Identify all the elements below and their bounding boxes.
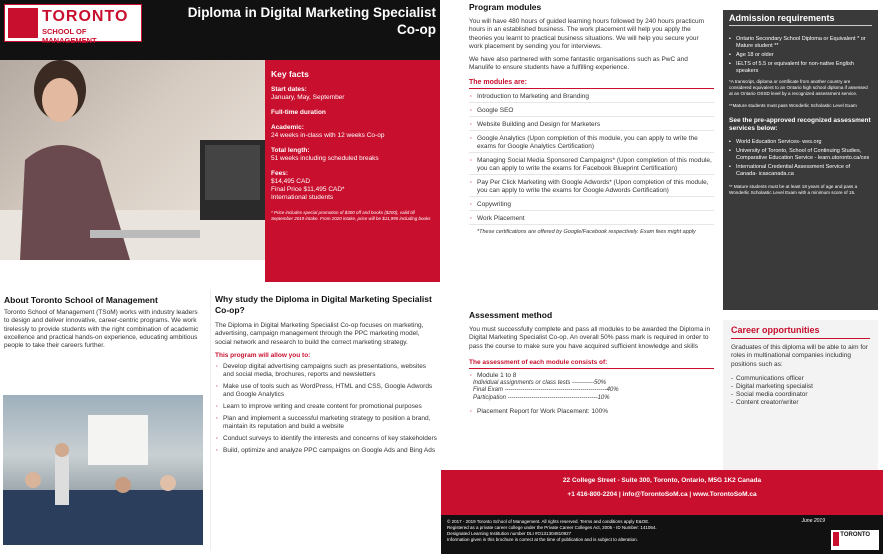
assessment-heading: Assessment method [469,310,553,320]
breakdown-row: Participation ---------------------------------------------10% [473,394,610,401]
services-heading: See the pre-approved recognized assessment services below: [729,117,871,132]
services-list [729,139,872,178]
list-item: ▪ Ontario Secondary School Diploma or Equivalent * or Mature student ** [729,36,872,50]
list-item: · Make use of tools such as WordPress, HTML and CSS, Google Adwords and Google Analytics [215,383,437,399]
footer-line: Information given in this brochure is correct at the time of publication and is subject to alteration. [447,537,638,542]
list-item: - Content creator/writer [731,399,870,407]
list-item: ▪ Age 18 or older [729,52,872,59]
admission-panel [723,10,878,310]
logo-mark-icon [8,8,38,38]
page-header [0,0,440,60]
list-item: · Website Building and Design for Marketers [469,121,714,131]
about-heading: About Toronto School of Management [4,295,158,305]
career-list [731,375,870,407]
program-heading: Program modules [469,2,542,12]
classroom-photo [3,395,203,545]
why-subhead: This program will allow you to: [215,351,311,359]
admission-heading: Admission requirements [729,15,872,26]
list-item: · Copywriting [469,201,714,211]
assessment-list [469,372,714,380]
list-item: - Digital marketing specialist [731,383,870,391]
assessment-text: You must successfully complete and pass all modules to be awarded the Diploma in Digital Marketing Specialist Co-op. An overall 50% pass mark is required in order to pass the course to make sure you have acquired sufficient knowledge and skills [469,326,711,350]
fee-line: $14,495 CAD [271,178,311,185]
list-item: · Module 1 to 8 [469,372,714,380]
about-section [4,295,204,350]
fees-footnote: * Price includes special promotion of $300 off and books ($200), valid till September 2019 intake. From 2020 intake, price will be $11,995 including books [271,210,431,221]
footer-line: Designated Learning Institution number DLI #O131304810927 [447,531,572,536]
breakdown-row: Individual assignments or class tests -----------50% [473,379,607,386]
list-item: · Google Analytics (Upon completion of this module, you can apply to write the exams for Google Analytics Certification) [469,135,714,153]
contact-bar [441,470,883,515]
assessment-subhead: The assessment of each module consists of: [469,359,714,369]
about-text: Toronto School of Management (TSoM) works with industry leaders to design and deliver innovative, career-centric programs. We work tirelessly to provide students with the right combination of academic excellence and practical hands-on experience, educating ambitious people to take their careers further. [4,309,199,350]
page-title: Diploma in Digital Marketing Specialist Co-op [187,5,436,37]
list-item: · Develop digital advertising campaigns such as presentations, websites and social media, brochures, reports and newsletters [215,363,437,379]
start-label: Start dates: [271,86,307,93]
key-facts-panel [265,60,440,282]
list-item: · Google SEO [469,107,714,117]
breakdown-row: Final Exam ---------------------------------------------------40% [473,387,619,394]
academic-label: Academic: [271,124,304,131]
list-item: · Placement Report for Work Placement: 100% [469,408,714,416]
start-value: January, May, September [271,94,345,101]
total-value: 51 weeks including scheduled breaks [271,155,379,162]
program-text: We have also partnered with some fantastic organisations such as PwC and Manulife to ensure students have a fulfilling experience. [469,56,688,72]
modules-list [469,93,714,225]
list-item: - Social media coordinator [731,391,870,399]
admission-note: ** Mature students must be at least 18 years of age and pass a Wonderlic Scholastic Level Exam with a minimum score of 15. [729,184,858,195]
fees-label: Fees: [271,170,288,177]
list-item: ▪ IELTS of 5.5 or equivalent for non-native English speakers [729,61,872,75]
column-divider [210,290,211,550]
footer-logo-text: TORONTO [840,532,871,538]
career-panel [723,320,878,470]
list-item: · Conduct surveys to identify the interests and concerns of key stakeholders [215,435,437,443]
list-item: · Introduction to Marketing and Branding [469,93,714,103]
admission-list [729,36,872,75]
address-text: 22 College Street - Suite 300, Toronto, Ontario, M5G 1K2 Canada [562,477,762,484]
assessment-breakdown [473,380,714,403]
list-item: · Pay Per Click Marketing with Google Adwords* (Upon completion of this module, you can apply to write the exams for Google Adwords Certification) [469,179,714,197]
logo-subtext: SCHOOL OF MANAGEMENT [42,27,97,45]
admission-note: *A transcript, diploma or certificate from another country are considered equivalent to an Ontario high school diploma if assessed at an Ontario OSSD level by a recognized assessment service. [729,79,868,96]
modules-note: *These certifications are offered by Google/Facebook respectively. Exam fees might apply [477,228,696,235]
why-text: The Diploma in Digital Marketing Specialist Co-op focuses on marketing, advertising, campaign management through the PPC marketing model, social network and research to build the correct marketing strategy. [215,322,424,346]
assessment-section [469,310,714,420]
footer-line: © 2017 - 2019 Toronto School of Management. All rights reserved. Terms and conditions apply E&OE. [447,519,650,524]
student-photo [0,60,265,260]
report-list [469,408,714,416]
footer-date: June 2019 [801,518,825,524]
why-heading: Why study the Diploma in Digital Marketing Specialist Co-op? [215,294,432,315]
list-item: ▪ International Credential Assessment Service of Canada- icascanada.ca [729,164,872,178]
contact-text: +1 416-800-2204 | info@TorontoSoM.ca | www.TorontoSoM.ca [567,491,757,498]
benefits-list [215,363,437,455]
footer-line: Registered as a private career college under the Private Career Colleges Act, 2005 - ID Number: 141054. [447,525,657,530]
list-item: · Plan and implement a successful marketing strategy to position a brand, maintain its reputation and build a website [215,415,437,431]
logo-text: TORONTO [42,8,129,25]
list-item: · Managing Social Media Sponsored Campaigns* (Upon completion of this module, you can apply to write the exams for Facebook Blueprint Certification) [469,157,714,175]
fee-line: Final Price $11,495 CAD* [271,186,345,193]
academic-value: 24 weeks in-class with 12 weeks Co-op [271,132,385,139]
modules-heading: The modules are: [469,79,714,89]
school-logo [4,4,142,45]
career-text: Graduates of this diploma will be able to aim for roles in multinational companies including positions such as: [731,344,868,368]
program-section [469,2,714,236]
logo-mark-icon [833,532,839,546]
admission-note: **Mature students must pass Wonderlic Scholastic Level Exam [729,103,857,108]
list-item: · Build, optimize and analyze PPC campaigns on Google Ads and Bing Ads [215,447,437,455]
list-item: ▪ World Education Services- wes.org [729,139,872,146]
list-item: - Communications officer [731,375,870,383]
list-item: · Learn to improve writing and create content for promotional purposes [215,403,437,411]
program-text: You will have 480 hours of guided learning hours followed by 240 hours practicum hours in an established business. The work placement will help you apply the theories you learnt to practical business situations. We will help you secure your work placement by sending you for interviews. [469,18,704,50]
why-section [215,294,437,459]
career-heading: Career opportunities [731,325,870,339]
total-label: Total length: [271,147,310,154]
footer [441,515,883,554]
list-item: · Work Placement [469,215,714,225]
fee-line: International students [271,194,334,201]
fulltime-label: Full-time duration [271,109,326,116]
footer-logo [831,530,879,550]
key-facts-heading: Key facts [271,69,309,79]
list-item: ▪ University of Toronto, School of Continuing Studies, Comparative Education Service - learn.utoronto.ca/ces [729,148,872,162]
